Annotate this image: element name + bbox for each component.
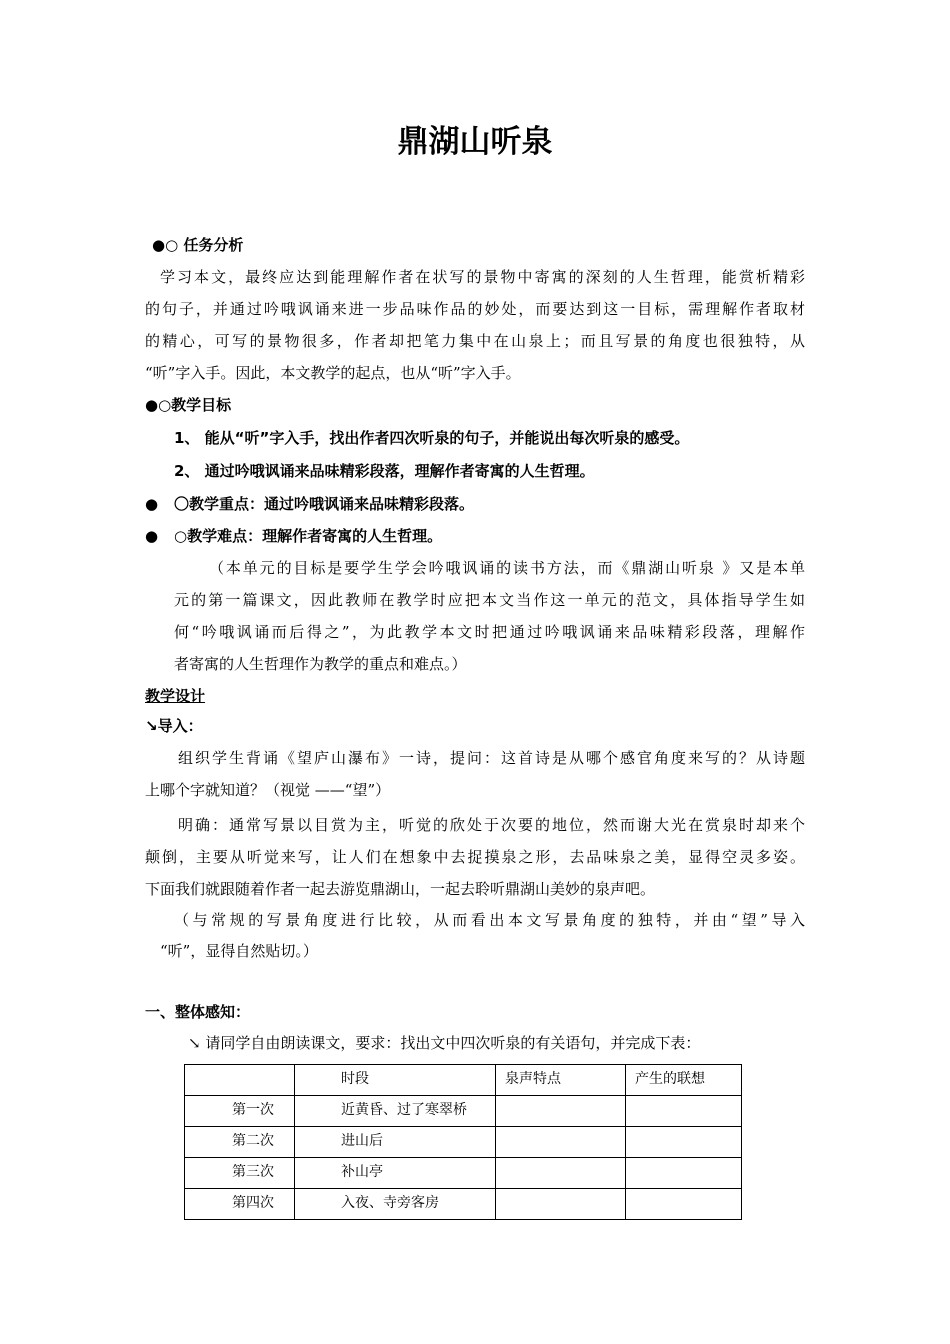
table-header-cell: 产生的联想 xyxy=(626,1065,742,1096)
goal-item-2: 2、 通过吟哦讽诵来品味精彩段落，理解作者寄寓的人生哲理。 xyxy=(174,462,595,480)
intro-heading: ↘导入： xyxy=(145,717,203,735)
goals-heading: ●○教学目标 xyxy=(145,396,232,414)
difficulty: ○教学难点：理解作者寄寓的人生哲理。 xyxy=(174,527,443,545)
task-line-1: 学习本文，最终应达到能理解作者在状写的景物中寄寓的深刻的人生哲理，能赏析精彩 xyxy=(160,268,805,286)
page-title: 鼎湖山听泉 xyxy=(397,124,553,160)
note-line-1: （本单元的目标是要学生学会吟哦讽诵的读书方法，而《鼎湖山听泉 》又是本单 xyxy=(209,559,805,577)
intro-p3-line-1: （与常规的写景角度进行比较，从而看出本文写景角度的独特，并由“望”导入 xyxy=(174,911,805,929)
key-point-bullet: ● xyxy=(145,495,159,513)
table-cell: 第三次 xyxy=(185,1158,295,1189)
key-point: 〇教学重点：通过吟哦讽诵来品味精彩段落。 xyxy=(174,495,475,513)
note-line-4: 者寄寓的人生哲理作为教学的重点和难点。） xyxy=(174,655,467,673)
intro-p2-line-3: 下面我们就跟随着作者一起去游览鼎湖山，一起去聆听鼎湖山美妙的泉声吧。 xyxy=(145,880,656,898)
table-header-cell xyxy=(185,1065,295,1096)
task-line-2: 的句子，并通过吟哦讽诵来进一步品味作品的妙处，而要达到这一目标，需理解作者取材 xyxy=(145,300,805,318)
table-cell xyxy=(496,1127,626,1158)
goal-item-1: 1、 能从“听”字入手，找出作者四次听泉的句子，并能说出每次听泉的感受。 xyxy=(174,429,690,447)
note-line-3: 何“吟哦讽诵而后得之”，为此教学本文时把通过吟哦讽诵来品味精彩段落，理解作 xyxy=(174,623,805,641)
table-row xyxy=(185,1189,742,1220)
section1-heading: 一、整体感知： xyxy=(145,1003,251,1021)
note-line-2: 元的第一篇课文，因此教师在教学时应把本文当作这一单元的范文，具体指导学生如 xyxy=(174,591,805,609)
table-row xyxy=(185,1158,742,1189)
design-heading: 教学设计 xyxy=(145,687,206,705)
table-cell: 第二次 xyxy=(185,1127,295,1158)
task-line-3: 的精心，可写的景物很多，作者却把笔力集中在山泉上；而且写景的角度也很独特，从 xyxy=(145,332,805,350)
table-row xyxy=(185,1096,742,1127)
section1-instruction: ↘ 请同学自由朗读课文，要求：找出文中四次听泉的有关语句，并完成下表： xyxy=(188,1034,701,1052)
intro-p1-line-2: 上哪个字就知道？（视觉 ——“望”） xyxy=(145,781,391,799)
table-cell: 近黄昏、过了寒翠桥 xyxy=(295,1096,496,1127)
table-cell xyxy=(626,1127,742,1158)
intro-p1-line-1: 组织学生背诵《望庐山瀑布》一诗，提问：这首诗是从哪个感官角度来写的？从诗题 xyxy=(178,749,805,767)
table-cell xyxy=(496,1158,626,1189)
table-cell: 入夜、寺旁客房 xyxy=(295,1189,496,1220)
intro-p2-line-2: 颠倒，主要从听觉来写，让人们在想象中去捉摸泉之形，去品味泉之美，显得空灵多姿。 xyxy=(145,848,805,866)
table-cell xyxy=(496,1189,626,1220)
table-cell xyxy=(626,1189,742,1220)
table-header-cell: 泉声特点 xyxy=(496,1065,626,1096)
task-line-4: “听”字入手。因此，本文教学的起点，也从“听”字入手。 xyxy=(145,364,521,382)
listening-table xyxy=(184,1064,742,1220)
table-cell: 进山后 xyxy=(295,1127,496,1158)
difficulty-bullet: ● xyxy=(145,527,159,545)
table-cell: 第四次 xyxy=(185,1189,295,1220)
table-row xyxy=(185,1127,742,1158)
intro-p3-line-2: “听”，显得自然贴切。） xyxy=(160,942,318,960)
table-cell xyxy=(626,1096,742,1127)
task-heading: ●○ 任务分析 xyxy=(152,236,244,254)
table-cell xyxy=(496,1096,626,1127)
table-cell xyxy=(626,1158,742,1189)
table-cell: 补山亭 xyxy=(295,1158,496,1189)
table-header-row xyxy=(185,1065,742,1096)
table-cell: 第一次 xyxy=(185,1096,295,1127)
intro-p2-line-1: 明确：通常写景以目赏为主，听觉的欣处于次要的地位，然而谢大光在赏泉时却来个 xyxy=(178,816,805,834)
table-header-cell: 时段 xyxy=(295,1065,496,1096)
